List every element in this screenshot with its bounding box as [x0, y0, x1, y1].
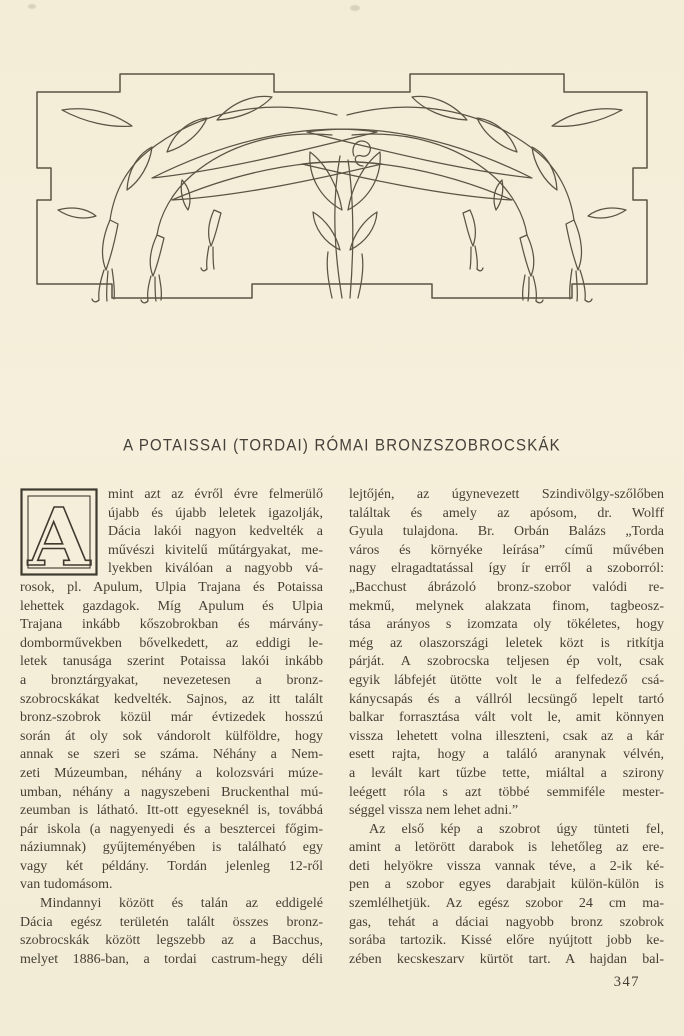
text-line: séggel vissza nem lehet adni.”	[349, 803, 519, 819]
text-line: letek tanusága szerint Potaissa lakói inkább	[20, 654, 323, 670]
text-line: művészi kivitelű műtárgyakat, me-	[108, 542, 323, 558]
text-line: pen a szobor egyes darabjait külön-külön is	[349, 877, 664, 893]
text-line: esett rajta, hogy a találó aranynak vélvén,	[349, 747, 664, 763]
text-line: szobrocskák között legszebb az a Bacchus,	[20, 933, 323, 949]
drop-cap-letter: A	[27, 490, 91, 576]
text-line: újabb és újabb leletek igazolják,	[108, 505, 323, 521]
text-line: lejtőjén, az úgynevezett Szindivölgy-szőlőben	[349, 487, 664, 502]
text-line: „Bacchust ábrázoló bronz-szobor valódi re-	[349, 579, 664, 595]
article-title: A POTAISSAI (TORDAI) RÓMAI BRONZSZOBROCSKÁK	[123, 435, 561, 456]
text-line: Gyula tulajdona. Br. Orbán Balázs „Torda	[349, 524, 664, 540]
text-line: zeumban is látható. Itt-ott egyeseknél is, továbbá	[20, 803, 323, 819]
text-line: nagy elragadtatással így ír erről a szoborról:	[349, 561, 664, 577]
text-line: Mindannyi között és talán az eddigelé	[40, 896, 323, 912]
text-line: van tudomásom.	[20, 877, 113, 893]
text-line: zében kecskeszarv kürtöt tart. A hajdan bal-	[349, 951, 664, 967]
text-line: balkar forrasztása vált volt le, amit könnyen	[349, 710, 664, 726]
column-left	[20, 486, 323, 969]
text-line: tása arányos s izomzata oly tökéletes, hogy	[349, 617, 664, 633]
text-line: a levált kart tűzbe tette, miáltal a szirony	[349, 765, 664, 781]
text-line: zeti Múzeumban, néhány a kolozsvári múze-	[20, 765, 323, 781]
page-number: 347	[613, 974, 640, 990]
text-line: egyik lábfejét ütötte volt le a felfedező csá-	[349, 672, 664, 688]
paragraph	[349, 821, 664, 970]
text-line: annak se szeri se száma. Néhány a Nem-	[20, 747, 323, 763]
text-line: bronz-szobrok közül már évtizedek hosszú	[20, 710, 323, 726]
text-line: amint a letörött darabok is lehetőleg az ere-	[349, 840, 664, 856]
scan-speck	[350, 5, 360, 11]
text-line: még az olaszországi leletek közt is ritkítja	[349, 635, 664, 651]
text-line: mint azt az évről évre felmerülő	[108, 487, 323, 502]
text-line: vissza lehetett volna illeszteni, csak az a kár	[349, 728, 664, 744]
text-line: találtak és amely az apósom, dr. Wolff	[349, 505, 664, 521]
paragraph	[349, 486, 664, 821]
text-line: umban, néhány a nagyszebeni Bruckenthal mú-	[20, 784, 323, 800]
text-line: szobrocskákat kedvelték. Sajnos, az itt talált	[20, 691, 323, 707]
text-line: szemlélhetjük. Az egész szobor 24 cm ma-	[349, 896, 664, 912]
text-line: Dácia egész területén talált összes bronz-	[20, 914, 323, 930]
text-line: lehettek gazdagok. Míg Apulum és Ulpia	[20, 598, 323, 614]
text-line: során át oly sok vándorolt külföldre, hogy	[20, 728, 323, 744]
text-line: Dácia lakói nagyon kedvelték a	[108, 524, 323, 540]
text-line: domborművekben bővelkedett, az eddigi le-	[20, 635, 323, 651]
text-line: kánycsapás és a vállról lecsüngő lepelt tartó	[349, 691, 664, 707]
text-line: leégett róla s azt többé semmiféle mester-	[349, 784, 664, 800]
text-line: gas, tehát a dáciai nagyobb bronz szobrok	[349, 914, 664, 930]
drop-cap-initial	[20, 488, 98, 576]
text-line: vagy két példány. Tordán jelenleg 12-ről	[20, 858, 323, 874]
text-line: rosok, pl. Apulum, Ulpia Trajana és Potaissa	[20, 579, 323, 595]
text-line: pár iskola (a nagyenyedi és a besztercei főgim-	[20, 821, 323, 837]
text-line: sorába tartozik. Kissé előre nyújtott jobb ke-	[349, 933, 664, 949]
text-line: mekmű, melynek alakzata finom, tagbeosz-	[349, 598, 664, 614]
scan-speck	[28, 4, 36, 9]
text-line: melyet 1886-ban, a tordai castrum-hegy déli	[20, 951, 323, 967]
floral-headpiece-illustration	[31, 60, 653, 310]
text-line: város és környéke leírása” című művében	[349, 542, 664, 558]
text-line: a bronztárgyakat, nevezetesen a bronz-	[20, 672, 323, 688]
text-line: párját. A szobrocska teljesen ép volt, csak	[349, 654, 664, 670]
text-line: lyekben kiválóan a nagyobb vá-	[108, 561, 323, 577]
text-line: Trajana inkább kőszobrokban és márvány-	[20, 617, 323, 633]
text-line: náziumnak) gyűjteményében is található egy	[20, 840, 323, 856]
text-line: deti helyökre vissza vannak téve, a 2-ik ké-	[349, 858, 664, 874]
paragraph	[20, 895, 323, 969]
text-line: Az első kép a szobrot úgy tünteti fel,	[369, 821, 664, 837]
column-right	[349, 486, 664, 969]
